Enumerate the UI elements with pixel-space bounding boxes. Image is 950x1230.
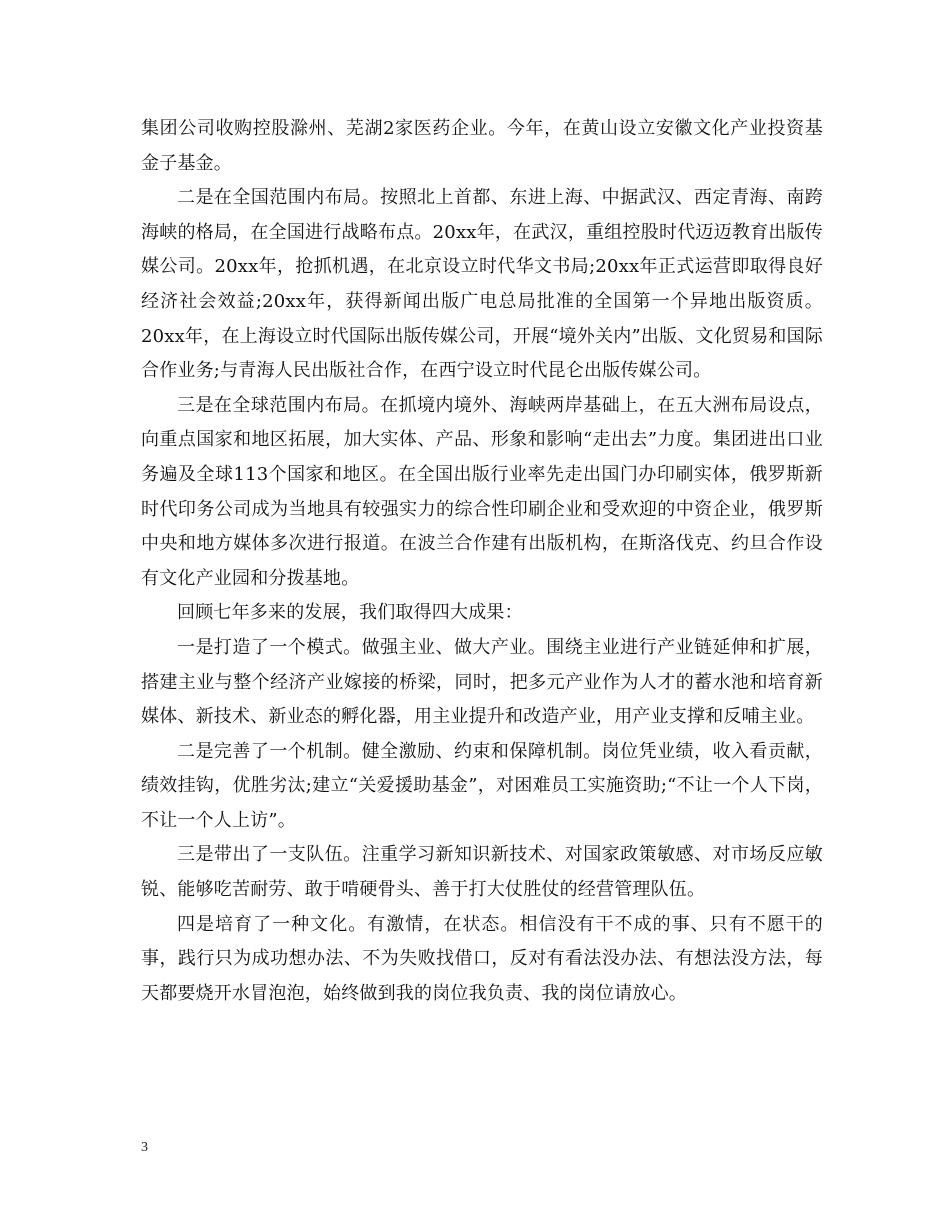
paragraph: 集团公司收购控股滁州、芜湖2家医药企业。今年，在黄山设立安徽文化产业投资基金子基金。 [141,118,823,174]
paragraph: 一是打造了一个模式。做强主业、做大产业。围绕主业进行产业链延伸和扩展，搭建主业与整个经济产业嫁接的桥梁，同时，把多元产业作为人才的蓄水池和培育新媒体、新技术、新业态的孵化器，用主业提升和改造产业，用产业支撑和反哺主业。 [141,636,823,728]
body-text [141,112,823,1011]
paragraph: 三是在全球范围内布局。在抓境内境外、海峡两岸基础上，在五大洲布局设点，向重点国家和地区拓展，加大实体、产品、形象和影响“走出去”力度。集团进出口业务遍及全球113个国家和地区。在全国出版行业率先走出国门办印刷实体，俄罗斯新时代印务公司成为当地具有较强实力的综合性印刷企业和受欢迎的中资企业，俄罗斯中央和地方媒体多次进行报道。在波兰合作建有出版机构，在斯洛伐克、约旦合作设有文化产业园和分拨基地。 [141,394,823,589]
paragraph: 四是培育了一种文化。有激情，在状态。相信没有干不成的事、只有不愿干的事，践行只为成功想办法、不为失败找借口，反对有看法没办法、有想法没方法，每天都要烧开水冒泡泡，始终做到我的岗位我负责、我的岗位请放心。 [141,913,823,1004]
paragraph: 三是带出了一支队伍。注重学习新知识新技术、对国家政策敏感、对市场反应敏锐、能够吃苦耐劳、敢于啃硬骨头、善于打大仗胜仗的经营管理队伍。 [141,844,823,901]
page-number: 3 [141,1140,148,1155]
paragraph: 二是完善了一个机制。健全激励、约束和保障机制。岗位凭业绩，收入看贡献，绩效挂钩，优胜劣汰;建立“关爱援助基金”，对困难员工实施资助;“不让一个人下岗，不让一个人上访”。 [141,740,823,831]
paragraph: 回顾七年多来的发展，我们取得四大成果： [177,602,523,624]
paragraph: 二是在全国范围内布局。按照北上首都、东进上海、中据武汉、西定青海、南跨海峡的格局，在全国进行战略布点。20xx年，在武汉，重组控股时代迈迈教育出版传媒公司。20xx年，抢抓机遇，在北京设立时代华文书局;20xx年正式运营即取得良好经济社会效益;20xx年，获得新闻出版广电总局批准的全国第一个异地出版资质。20xx年，在上海设立时代国际出版传媒公司，开展“境外关内”出版、文化贸易和国际合作业务;与青海人民出版社合作，在西宁设立时代昆仑出版传媒公司。 [141,187,823,382]
